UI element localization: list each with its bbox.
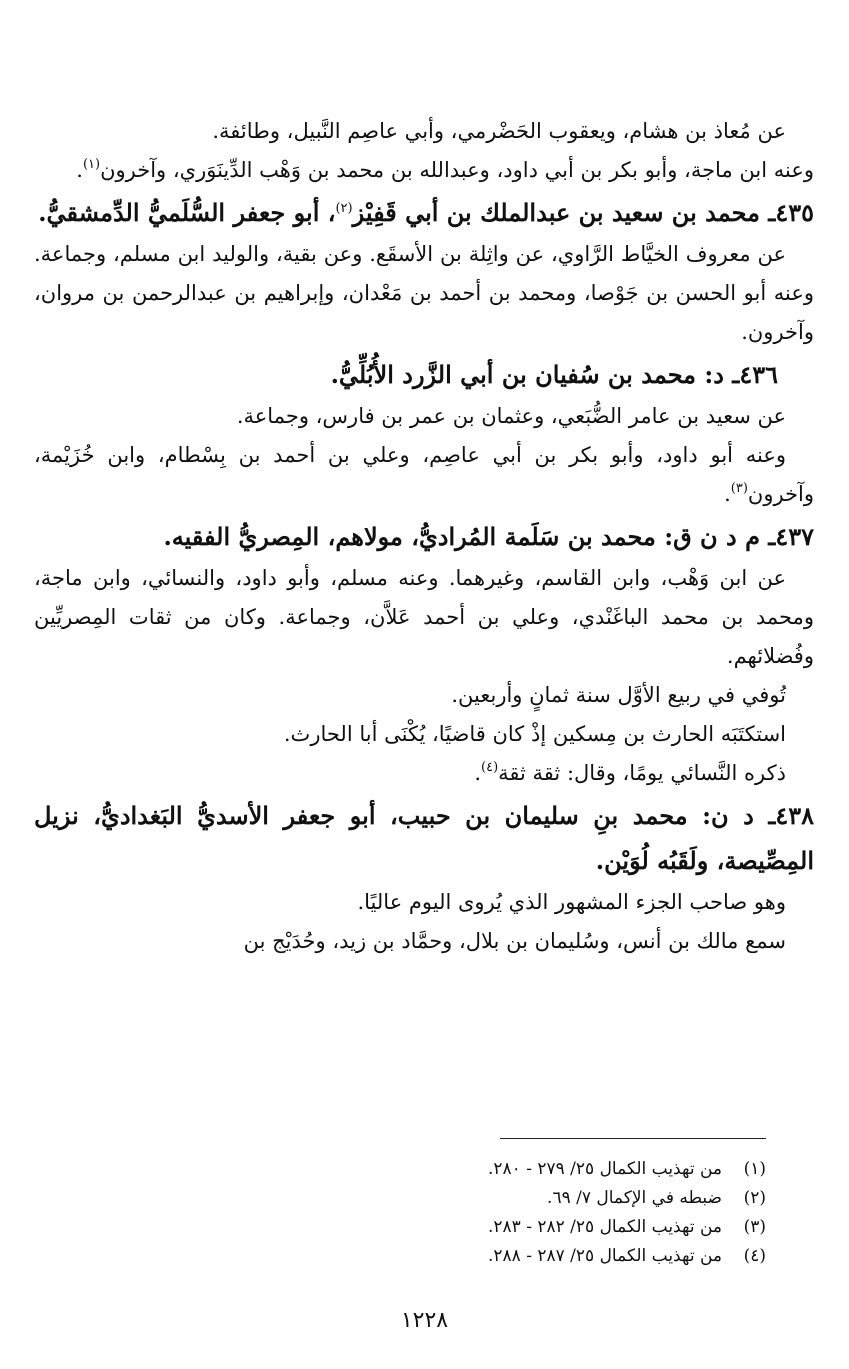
paragraph: وعنه أبو داود، وأبو بكر بن أبي عاصِم، وعلي بن أحمد بن بِسْطام، وابن خُزَيْمة، وآخرون$^{(٣)}$. <box>34 443 814 506</box>
entry-heading-436: ٤٣٦ـ د: محمد بن سُفيان بن أبي الزَّرد الأُبُلِّيُّ. <box>330 360 778 389</box>
footnote-divider <box>500 1138 766 1139</box>
footnote-number: (٣) <box>743 1217 766 1237</box>
paragraph: استكتَبَه الحارث بن مِسكين إذْ كان قاضيًا، يُكْنَى أبا الحارث. <box>283 722 786 746</box>
paragraph: عن سعيد بن عامر الضُّبَعي، وعثمان بن عمر بن فارس، وجماعة. <box>236 404 786 428</box>
paragraph: وهو صاحب الجزء المشهور الذي يُروى اليوم عاليًا. <box>357 890 786 914</box>
paragraph: سمع مالك بن أنس، وسُليمان بن بلال، وحمَّاد بن زيد، وحُدَيْج بن <box>243 929 786 953</box>
entry-number: ٤٣٥ـ <box>768 198 814 227</box>
entry-number: ٤٣٦ـ <box>732 360 778 389</box>
entry-number: ٤٣٧ـ <box>768 522 814 551</box>
paragraph: عن ابن وَهْب، وابن القاسم، وغيرهما. وعنه مسلم، وأبو داود، والنسائي، وابن ماجة، ومحمد بن محمد الباغَنْدي، وعلي بن أحمد عَلاَّن، وجماعة. وكان من ثقات المِصريِّين وفُضلائهم. <box>34 566 814 668</box>
entry-heading-435: ٤٣٥ـ محمد بن سعيد بن عبدالملك بن أبي قَفِيْز$^{(٢)}$، أبو جعفر السُّلَميُّ الدِّمشقيُّ. <box>38 198 814 227</box>
footnote-ref: (٤) <box>481 760 499 775</box>
footnote-ref: (٢) <box>335 201 353 216</box>
footnote-text: من تهذيب الكمال ٢٥/ ٢٧٩ - ٢٨٠. <box>487 1159 722 1179</box>
entry-number: ٤٣٨ـ <box>768 801 815 830</box>
footnote-ref: (٣) <box>730 481 748 496</box>
footnote <box>34 1155 766 1184</box>
paragraph: وعنه ابن ماجة، وأبو بكر بن أبي داود، وعبدالله بن محمد بن وَهْب الدِّينَوَري، وآخرون$^{(١)}$. <box>76 157 814 182</box>
footnote <box>34 1213 766 1242</box>
page-number: ١٢٢٨ <box>400 1308 449 1333</box>
paragraph: عن معروف الخيَّاط الرَّاوي، عن واثِلة بن الأسقَع. وعن بقية، والوليد ابن مسلم، وجماعة. وعنه أبو الحسن بن جَوْصا، ومحمد بن أحمد بن مَعْدان، وإبراهيم بن عبدالرحمن بن مروان، وآخرون. <box>34 242 814 344</box>
footnote <box>34 1242 766 1271</box>
footnote-number: (٤) <box>743 1246 766 1266</box>
paragraph: ذكره النَّسائي يومًا، وقال: ثقة ثقة$^{(٤)}$. <box>474 760 786 785</box>
footnote-number: (١) <box>743 1159 766 1179</box>
footnote-number: (٢) <box>743 1188 766 1208</box>
entry-heading-437: ٤٣٧ـ م د ن ق: محمد بن سَلَمة المُراديُّ، مولاهم، المِصريُّ الفقيه. <box>163 522 814 551</box>
footnote-text: من تهذيب الكمال ٢٥/ ٢٨٢ - ٢٨٣. <box>487 1217 722 1237</box>
footnote-text: من تهذيب الكمال ٢٥/ ٢٨٧ - ٢٨٨. <box>487 1246 722 1266</box>
paragraph: تُوفي في ربيع الأوَّل سنة ثمانٍ وأربعين. <box>451 683 786 707</box>
entry-heading-438: ٤٣٨ـ د ن: محمد بنِ سليمان بن حبيب، أبو جعفر الأسديُّ البَغداديُّ، نزيل المِصِّيصة، ولَقَبُه لُوَيْن. <box>34 801 815 875</box>
footnote <box>34 1184 766 1213</box>
paragraph: عن مُعاذ بن هشام، ويعقوب الحَضْرمي، وأبي عاصِم النَّبيل، وطائفة. <box>212 119 786 143</box>
footnotes <box>34 1155 766 1271</box>
footnote-ref: (١) <box>82 157 101 172</box>
footnote-text: ضبطه في الإكمال ٧/ ٦٩. <box>547 1188 722 1208</box>
main-text <box>34 112 814 961</box>
